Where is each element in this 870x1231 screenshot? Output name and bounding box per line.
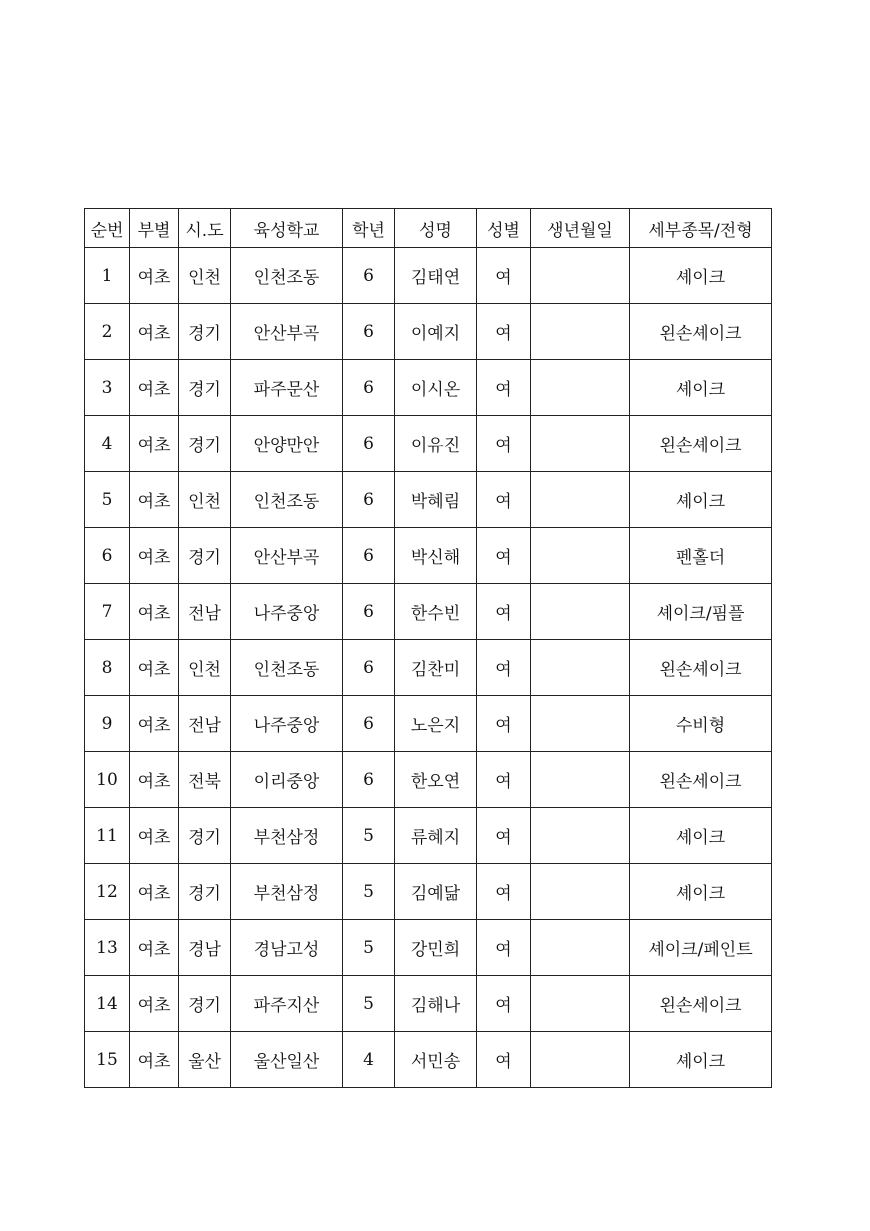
cell-index: 7 (85, 584, 130, 640)
cell-region: 인천 (179, 640, 231, 696)
cell-gender: 여 (477, 472, 531, 528)
cell-name: 김찬미 (395, 640, 477, 696)
cell-division: 여초 (130, 1032, 179, 1088)
cell-index: 4 (85, 416, 130, 472)
cell-index: 9 (85, 696, 130, 752)
header-birthdate: 생년월일 (531, 209, 630, 248)
cell-grade: 5 (343, 864, 395, 920)
cell-gender: 여 (477, 248, 531, 304)
cell-index: 8 (85, 640, 130, 696)
cell-school: 인천조동 (231, 640, 343, 696)
table-row (85, 808, 772, 864)
cell-style: 수비형 (630, 696, 772, 752)
cell-grade: 6 (343, 360, 395, 416)
cell-region: 경기 (179, 304, 231, 360)
cell-region: 울산 (179, 1032, 231, 1088)
cell-gender: 여 (477, 864, 531, 920)
player-roster-table (84, 208, 772, 1088)
cell-gender: 여 (477, 1032, 531, 1088)
cell-index: 10 (85, 752, 130, 808)
cell-gender: 여 (477, 920, 531, 976)
cell-division: 여초 (130, 416, 179, 472)
cell-gender: 여 (477, 752, 531, 808)
cell-birthdate (531, 696, 630, 752)
cell-index: 1 (85, 248, 130, 304)
cell-division: 여초 (130, 304, 179, 360)
cell-style: 왼손셰이크 (630, 416, 772, 472)
cell-region: 전북 (179, 752, 231, 808)
cell-index: 15 (85, 1032, 130, 1088)
cell-region: 경기 (179, 360, 231, 416)
cell-school: 나주중앙 (231, 696, 343, 752)
cell-school: 이리중앙 (231, 752, 343, 808)
cell-grade: 5 (343, 920, 395, 976)
cell-school: 나주중앙 (231, 584, 343, 640)
cell-birthdate (531, 472, 630, 528)
table-row (85, 416, 772, 472)
cell-region: 경기 (179, 528, 231, 584)
header-school: 육성학교 (231, 209, 343, 248)
cell-name: 류혜지 (395, 808, 477, 864)
cell-index: 2 (85, 304, 130, 360)
cell-division: 여초 (130, 864, 179, 920)
cell-index: 14 (85, 976, 130, 1032)
cell-gender: 여 (477, 304, 531, 360)
header-style: 세부종목/전형 (630, 209, 772, 248)
cell-school: 인천조동 (231, 472, 343, 528)
cell-region: 경기 (179, 976, 231, 1032)
table-row (85, 304, 772, 360)
cell-style: 왼손셰이크 (630, 304, 772, 360)
cell-style: 셰이크 (630, 360, 772, 416)
cell-gender: 여 (477, 808, 531, 864)
table-row (85, 1032, 772, 1088)
cell-index: 6 (85, 528, 130, 584)
cell-name: 이유진 (395, 416, 477, 472)
cell-index: 13 (85, 920, 130, 976)
cell-region: 경기 (179, 808, 231, 864)
cell-style: 왼손세이크 (630, 976, 772, 1032)
cell-name: 노은지 (395, 696, 477, 752)
cell-style: 셰이크 (630, 248, 772, 304)
table-row (85, 472, 772, 528)
cell-region: 전남 (179, 584, 231, 640)
cell-gender: 여 (477, 696, 531, 752)
cell-division: 여초 (130, 920, 179, 976)
table-row (85, 752, 772, 808)
cell-style: 셰이크/페인트 (630, 920, 772, 976)
cell-birthdate (531, 304, 630, 360)
cell-school: 안산부곡 (231, 528, 343, 584)
cell-school: 부천삼정 (231, 864, 343, 920)
cell-grade: 6 (343, 472, 395, 528)
cell-grade: 6 (343, 752, 395, 808)
cell-school: 안양만안 (231, 416, 343, 472)
cell-birthdate (531, 248, 630, 304)
cell-birthdate (531, 1032, 630, 1088)
cell-gender: 여 (477, 528, 531, 584)
cell-style: 왼손세이크 (630, 752, 772, 808)
cell-birthdate (531, 416, 630, 472)
cell-grade: 6 (343, 640, 395, 696)
cell-name: 한오연 (395, 752, 477, 808)
cell-birthdate (531, 584, 630, 640)
cell-school: 파주지산 (231, 976, 343, 1032)
cell-school: 인천조동 (231, 248, 343, 304)
cell-gender: 여 (477, 584, 531, 640)
cell-school: 파주문산 (231, 360, 343, 416)
cell-name: 이예지 (395, 304, 477, 360)
cell-birthdate (531, 808, 630, 864)
cell-grade: 5 (343, 808, 395, 864)
cell-grade: 6 (343, 528, 395, 584)
cell-index: 3 (85, 360, 130, 416)
cell-style: 왼손셰이크 (630, 640, 772, 696)
cell-index: 12 (85, 864, 130, 920)
table-row (85, 640, 772, 696)
cell-style: 셰이크 (630, 864, 772, 920)
header-grade: 학년 (343, 209, 395, 248)
table-row (85, 528, 772, 584)
cell-region: 경기 (179, 416, 231, 472)
cell-style: 셰이크 (630, 808, 772, 864)
cell-name: 박신해 (395, 528, 477, 584)
cell-region: 인천 (179, 472, 231, 528)
cell-grade: 6 (343, 416, 395, 472)
cell-grade: 4 (343, 1032, 395, 1088)
cell-grade: 6 (343, 248, 395, 304)
cell-birthdate (531, 976, 630, 1032)
cell-grade: 6 (343, 584, 395, 640)
cell-grade: 5 (343, 976, 395, 1032)
cell-style: 셰이크/핌플 (630, 584, 772, 640)
cell-division: 여초 (130, 808, 179, 864)
cell-name: 이시온 (395, 360, 477, 416)
cell-gender: 여 (477, 640, 531, 696)
cell-division: 여초 (130, 248, 179, 304)
cell-birthdate (531, 752, 630, 808)
cell-name: 한수빈 (395, 584, 477, 640)
cell-division: 여초 (130, 696, 179, 752)
cell-name: 김태연 (395, 248, 477, 304)
cell-division: 여초 (130, 640, 179, 696)
cell-index: 5 (85, 472, 130, 528)
cell-name: 김예닮 (395, 864, 477, 920)
table-row (85, 920, 772, 976)
cell-division: 여초 (130, 360, 179, 416)
cell-birthdate (531, 640, 630, 696)
cell-grade: 6 (343, 696, 395, 752)
cell-style: 셰이크 (630, 1032, 772, 1088)
cell-birthdate (531, 528, 630, 584)
header-gender: 성별 (477, 209, 531, 248)
cell-style: 펜홀더 (630, 528, 772, 584)
header-index: 순번 (85, 209, 130, 248)
cell-birthdate (531, 360, 630, 416)
cell-region: 경남 (179, 920, 231, 976)
table-body (85, 248, 772, 1088)
table-row (85, 696, 772, 752)
cell-school: 경남고성 (231, 920, 343, 976)
cell-division: 여초 (130, 528, 179, 584)
cell-style: 셰이크 (630, 472, 772, 528)
table-row (85, 864, 772, 920)
header-name: 성명 (395, 209, 477, 248)
cell-school: 부천삼정 (231, 808, 343, 864)
cell-birthdate (531, 920, 630, 976)
cell-index: 11 (85, 808, 130, 864)
cell-grade: 6 (343, 304, 395, 360)
cell-division: 여초 (130, 752, 179, 808)
cell-region: 인천 (179, 248, 231, 304)
cell-birthdate (531, 864, 630, 920)
cell-gender: 여 (477, 976, 531, 1032)
cell-division: 여초 (130, 976, 179, 1032)
cell-gender: 여 (477, 360, 531, 416)
header-division: 부별 (130, 209, 179, 248)
cell-school: 울산일산 (231, 1032, 343, 1088)
table-row (85, 584, 772, 640)
cell-name: 서민송 (395, 1032, 477, 1088)
table-row (85, 976, 772, 1032)
table-row (85, 360, 772, 416)
cell-region: 전남 (179, 696, 231, 752)
cell-region: 경기 (179, 864, 231, 920)
cell-name: 강민희 (395, 920, 477, 976)
cell-school: 안산부곡 (231, 304, 343, 360)
cell-gender: 여 (477, 416, 531, 472)
cell-division: 여초 (130, 472, 179, 528)
header-region: 시.도 (179, 209, 231, 248)
table-header-row (85, 209, 772, 248)
cell-name: 김해나 (395, 976, 477, 1032)
table-row (85, 248, 772, 304)
cell-division: 여초 (130, 584, 179, 640)
cell-name: 박혜림 (395, 472, 477, 528)
